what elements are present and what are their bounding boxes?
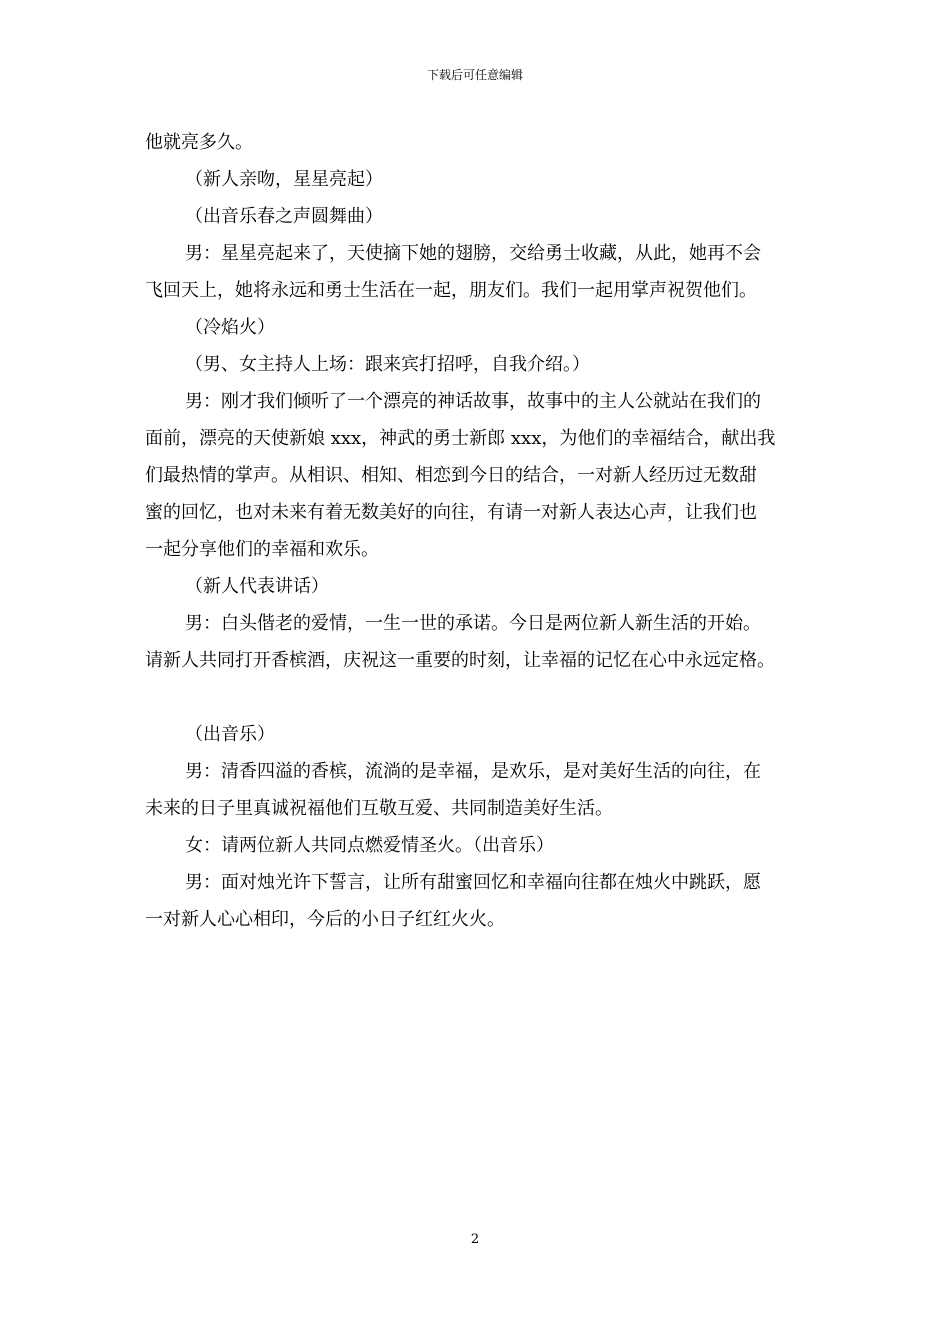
text-line: 他就亮多久。 — [145, 132, 253, 153]
text-line: 飞回天上，她将永远和勇士生活在一起，朋友们。我们一起用掌声祝贺他们。 — [145, 280, 757, 301]
text-line: 们最热情的掌声。从相识、相知、相恋到今日的结合，一对新人经历过无数甜 — [145, 465, 757, 486]
paragraph-first-line: 男：清香四溢的香槟，流淌的是幸福，是欢乐，是对美好生活的向往，在 — [185, 761, 761, 782]
text-line: 蜜的回忆，也对未来有着无数美好的向往，有请一对新人表达心声，让我们也 — [145, 502, 757, 523]
stage-direction: （出音乐春之声圆舞曲） — [185, 206, 383, 227]
paragraph-first-line: 男：刚才我们倾听了一个漂亮的神话故事，故事中的主人公就站在我们的 — [185, 391, 761, 412]
paragraph-first-line: 男：白头偕老的爱情，一生一世的承诺。今日是两位新人新生活的开始。 — [185, 613, 761, 634]
paragraph-first-line: 男：星星亮起来了，天使摘下她的翅膀，交给勇士收藏，从此，她再不会 — [185, 243, 761, 264]
text-line: 一对新人心心相印，今后的小日子红红火火。 — [145, 909, 505, 930]
stage-direction: （新人亲吻，星星亮起） — [185, 169, 383, 190]
text-line: 请新人共同打开香槟酒，庆祝这一重要的时刻，让幸福的记忆在心中永远定格。 — [145, 650, 775, 671]
stage-direction: （男、女主持人上场：跟来宾打招呼，自我介绍。） — [185, 354, 590, 375]
stage-direction: （新人代表讲话） — [185, 576, 329, 597]
blank-line — [145, 679, 820, 716]
stage-direction: （冷焰火） — [185, 317, 275, 338]
text-line: 一起分享他们的幸福和欢乐。 — [145, 539, 379, 560]
stage-direction: （出音乐） — [185, 724, 275, 745]
text-line: 面前，漂亮的天使新娘 xxx，神武的勇士新郎 xxx，为他们的幸福结合，献出我 — [145, 428, 776, 449]
paragraph-first-line: 女：请两位新人共同点燃爱情圣火。（出音乐） — [185, 835, 554, 856]
paragraph-first-line: 男：面对烛光许下誓言，让所有甜蜜回忆和幸福向往都在烛火中跳跃，愿 — [185, 872, 761, 893]
text-line: 未来的日子里真诚祝福他们互敬互爱、共同制造美好生活。 — [145, 798, 613, 819]
document-body — [145, 124, 820, 938]
page-header: 下载后可任意编辑 — [426, 68, 523, 82]
page-number: 2 — [470, 1232, 480, 1247]
